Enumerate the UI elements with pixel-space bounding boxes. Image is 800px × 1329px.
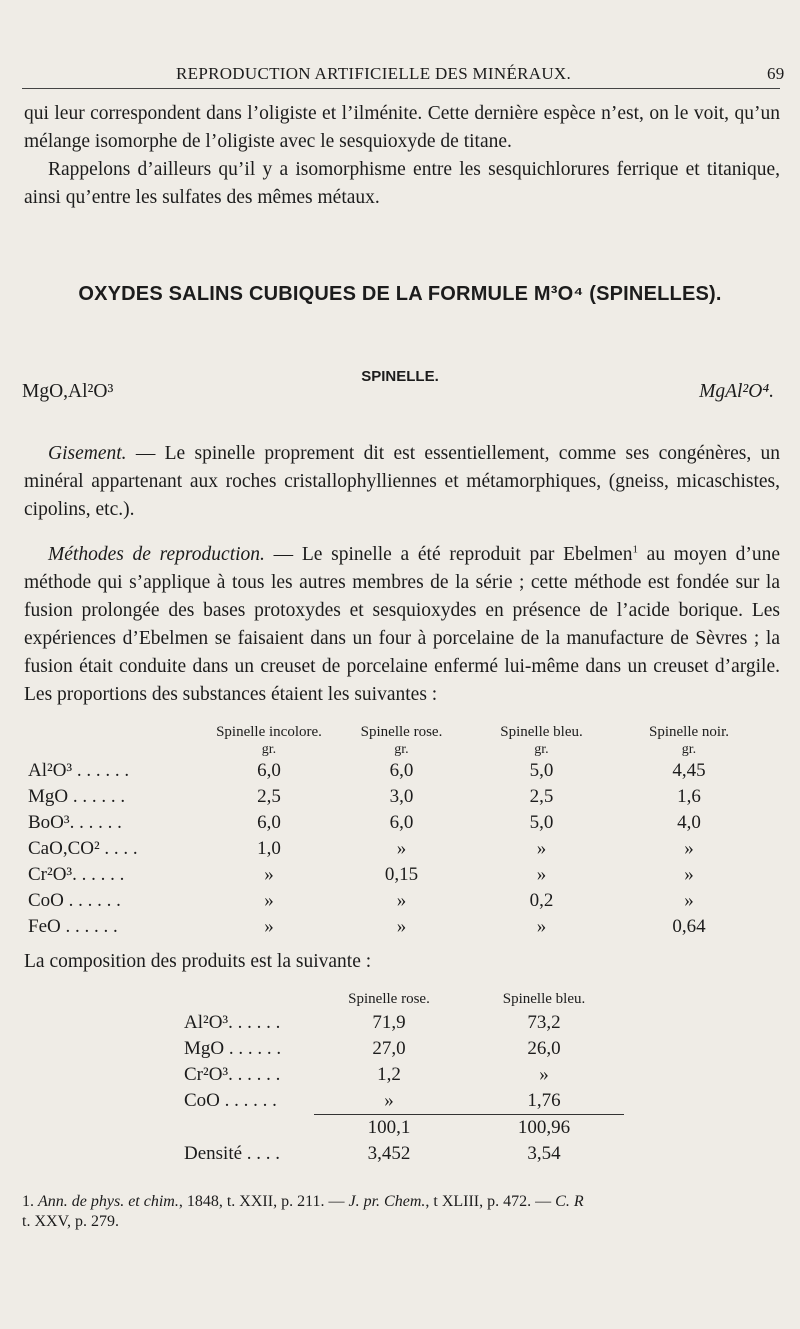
cell-value: » [396, 890, 407, 911]
formula-oxide: MgO,Al²O³ [22, 381, 114, 402]
footnote-ref: 1 [632, 543, 638, 556]
row-label: Al²O³. . . . . . [184, 1012, 281, 1033]
table-row [184, 1062, 624, 1088]
density-value: 3,54 [527, 1143, 561, 1164]
footnote [22, 1192, 782, 1232]
total-row [184, 1115, 624, 1142]
section-title: OXYDES SALINS CUBIQUES DE LA FORMULE M³O⁴ (SPINELLES). [78, 283, 722, 305]
proportions-header-row [28, 722, 764, 742]
footnote-line-2: t. XXV, p. 279. [22, 1213, 120, 1230]
footnote-detail-1: , 1848, t. XXII, p. 211. — [178, 1193, 349, 1210]
methodes-text-b: au moyen d’une méthode qui s’applique à tous les autres membres de la série ; cette méthode est fondée sur la fusion prolongée des bases protoxydes et sesquioxydes en présence de l’acide borique. Les expériences d’Ebelmen se faisaient dans un four à porcelaine de la manufacture de Sèvres ; la fusion était conduite dans un creuset de porcelaine enfermé lui-même dans un creuset d’argile. Les proportions des substances étaient les suivantes : [24, 544, 780, 705]
cell-value: 2,5 [529, 786, 554, 807]
cell-value: » [264, 916, 274, 937]
cell-value: 27,0 [372, 1038, 406, 1059]
cell-value: » [396, 916, 407, 937]
table-row [28, 810, 764, 836]
subsection-title: SPINELLE. [361, 368, 439, 385]
cell-value: 1,0 [257, 838, 281, 859]
row-label: Al²O³ . . . . . . [28, 760, 130, 781]
cell-value: » [264, 890, 274, 911]
formula-atomic: MgAl²O⁴. [699, 381, 774, 402]
row-label: Cr²O³. . . . . . [184, 1064, 281, 1085]
gisement-text: — Le spinelle proprement dit est essentiellement, comme ses congénères, un minéral appartenant aux roches cristallophylliennes et métamorphiques, (gneiss, micaschistes, cipolins, etc.). [24, 443, 780, 520]
cell-value: 4,45 [672, 760, 706, 781]
row-label: Cr²O³. . . . . . [28, 864, 125, 885]
cell-value: 6,0 [389, 812, 414, 833]
page-number: 69 [767, 64, 785, 83]
cell-value: » [684, 838, 694, 859]
row-label: BoO³. . . . . . [28, 812, 122, 833]
row-label: MgO . . . . . . [184, 1038, 282, 1059]
cell-value: » [536, 864, 547, 885]
row-label: CaO,CO² . . . . [28, 838, 138, 859]
col-header: Spinelle incolore. [216, 723, 322, 740]
intro-paragraph-2: Rappelons d’ailleurs qu’il y a isomorphisme entre les sesquichlorures ferrique et titanique, ainsi qu’entre les sulfates des mêmes métaux. [24, 159, 780, 208]
table-row [28, 836, 764, 862]
composition-header-row [184, 988, 624, 1010]
table-row [28, 888, 764, 914]
header-title: REPRODUCTION ARTIFICIELLE DES MINÉRAUX. [176, 64, 572, 83]
table-row [28, 862, 764, 888]
cell-value: 73,2 [527, 1012, 561, 1033]
intro-paragraph-1: qui leur correspondent dans l’oligiste et l’ilménite. Cette dernière espèce n’est, on le voit, qu’un mélange isomorphe de l’oligiste avec le sesquioxyde de titane. [24, 103, 780, 152]
cell-value: 6,0 [257, 760, 281, 781]
cell-value: » [684, 890, 694, 911]
cell-value: 26,0 [527, 1038, 561, 1059]
col-header: Spinelle bleu. [500, 723, 583, 740]
gisement-label: Gisement. [48, 443, 127, 464]
density-row [184, 1141, 624, 1167]
table-row [184, 1010, 624, 1036]
cell-value: 5,0 [529, 812, 554, 833]
cell-value: » [536, 838, 547, 859]
col-header: Spinelle rose. [348, 990, 430, 1007]
footnote-source-1: Ann. de phys. et chim. [38, 1193, 179, 1210]
cell-value: 71,9 [372, 1012, 406, 1033]
cell-value: 6,0 [389, 760, 414, 781]
row-label: MgO . . . . . . [28, 786, 126, 807]
cell-value: 1,6 [677, 786, 701, 807]
cell-value: » [396, 838, 407, 859]
density-value: 3,452 [367, 1143, 411, 1164]
composition-table [184, 988, 624, 1167]
table-row [28, 784, 764, 810]
methodes-label: Méthodes de reproduction. [48, 544, 265, 565]
cell-value: 3,0 [389, 786, 414, 807]
cell-value: 5,0 [529, 760, 554, 781]
cell-value: 4,0 [677, 812, 701, 833]
density-label: Densité . . . . [184, 1143, 281, 1164]
cell-value: » [539, 1064, 549, 1085]
cell-value: 6,0 [257, 812, 281, 833]
total-value: 100,1 [314, 1115, 464, 1142]
header-rule [22, 88, 780, 89]
table-row [184, 1036, 624, 1062]
cell-value: » [536, 916, 547, 937]
proportions-table [28, 722, 764, 940]
footnote-source-3: C. R [555, 1193, 584, 1210]
col-header: Spinelle noir. [649, 723, 729, 740]
unit-label: gr. [534, 742, 549, 757]
unit-label: gr. [394, 742, 409, 757]
row-label: FeO . . . . . . [28, 916, 118, 937]
row-label: CoO . . . . . . [184, 1090, 277, 1112]
table-row [28, 758, 764, 784]
table-row [184, 1088, 624, 1115]
cell-value: 0,64 [672, 916, 706, 937]
cell-value: 0,2 [529, 890, 554, 911]
cell-value: 1,76 [527, 1090, 561, 1111]
cell-value: 0,15 [384, 864, 419, 885]
cell-value: 2,5 [257, 786, 281, 807]
gisement-paragraph [24, 440, 780, 524]
proportions-unit-row [28, 742, 764, 758]
methodes-text-a: — Le spinelle a été reproduit par Ebelmen [264, 544, 633, 565]
col-header: Spinelle rose. [360, 723, 443, 740]
cell-value: 1,2 [377, 1064, 401, 1085]
unit-label: gr. [681, 742, 697, 757]
cell-value: » [384, 1090, 394, 1111]
cell-value: » [684, 864, 694, 885]
footnote-source-2: J. pr. Chem. [348, 1193, 426, 1210]
table-row [28, 914, 764, 940]
intro-paragraphs [24, 100, 780, 212]
unit-label: gr. [261, 742, 277, 757]
total-value: 100,96 [464, 1115, 624, 1142]
footnote-detail-2: , t XLIII, p. 472. — [425, 1193, 556, 1210]
methodes-paragraph [24, 541, 780, 709]
cell-value: » [264, 864, 274, 885]
composition-intro: La composition des produits est la suivante : [24, 951, 372, 972]
footnote-number: 1. [22, 1193, 34, 1210]
col-header: Spinelle bleu. [502, 990, 586, 1007]
row-label: CoO . . . . . . [28, 890, 121, 911]
